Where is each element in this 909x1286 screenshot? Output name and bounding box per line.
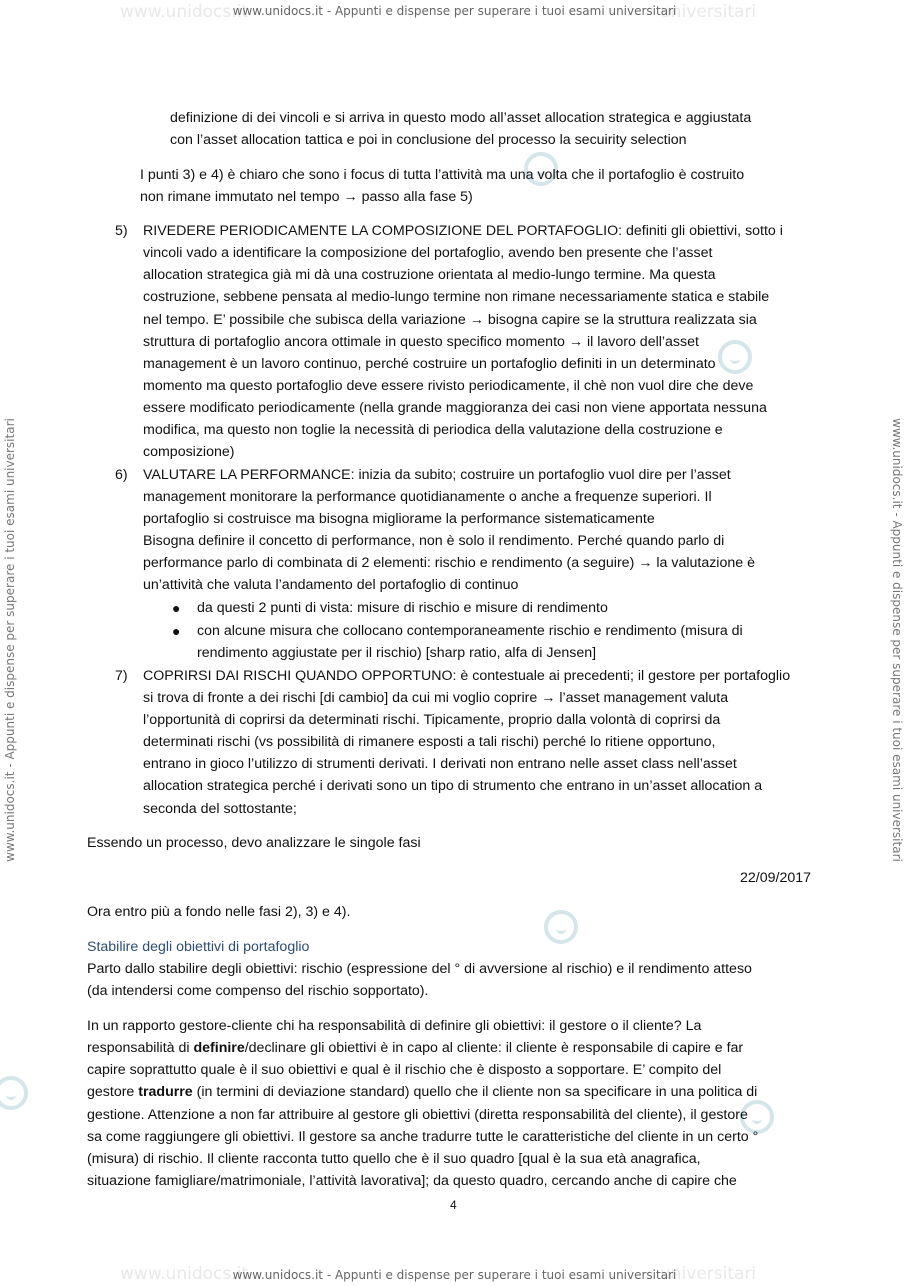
watermark-ghost-top-right: universitari [660, 2, 757, 22]
item5-line: essere modificato periodicamente (nella grande maggioranza dei casi non viene apportata nessuna [143, 400, 767, 416]
watermark-side-right: www.unidocs.it - Appunti e dispense per superare i tuoi esami universitari [890, 418, 904, 862]
item7-line: determinati rischi (vs possibilità di rimanere esposti a tali rischi) perché lo ritiene opportuno, [143, 734, 716, 750]
item6-line: Bisogna definire il concetto di performance, non è solo il rendimento. Perché quando parlo di [143, 533, 725, 549]
rapporto-line: sa come raggiungere gli obiettivi. Il gestore sa anche tradurre tutte le caratteristiche del cliente in un certo ° [87, 1129, 759, 1145]
rapporto-line: (misura) di rischio. Il cliente racconta tutto quello che è il suo quadro [qual è la sua età anagrafica, [87, 1151, 701, 1167]
focus-line: non rimane immutato nel tempo → passo alla fase 5) [140, 189, 473, 205]
item5-line: struttura di portafoglio ancora ottimale in questo specifico momento → il lavoro dell’asset [143, 334, 699, 350]
item6-line: performance parlo di combinata di 2 elementi: rischio e rendimento (a seguire) → la valutazione è [143, 555, 755, 571]
item7-line: si trova di fronte a dei rischi [di cambio] da cui mi voglio coprire → l’asset management valuta [143, 690, 729, 706]
obiettivi-line: (da intendersi come compenso del rischio sopportato). [87, 983, 429, 999]
list-number-7: 7) [115, 668, 128, 684]
item7-line: seconda del sottostante; [143, 801, 297, 817]
item5-line: management è un lavoro continuo, perché costruire un portafoglio definiti in un determinato [143, 356, 716, 372]
watermark-logo-icon [544, 910, 578, 944]
deeper-line: Ora entro più a fondo nelle fasi 2), 3) e 4). [87, 904, 351, 920]
list-number-5: 5) [115, 223, 128, 239]
bullet-icon: ● [172, 600, 181, 616]
item6-line: VALUTARE LA PERFORMANCE: inizia da subito; costruire un portafoglio vuol dire per l’asset [143, 467, 731, 483]
rapporto-line: gestore tradurre (in termini di deviazione standard) quello che il cliente non sa specificare in una politica di [87, 1084, 758, 1100]
watermark-ghost-bottom: www.unidocs.it [120, 1264, 249, 1284]
item5-line: allocation strategica già mi dà una costruzione orientata al medio-lungo termine. Ma questa [143, 267, 716, 283]
list-number-6: 6) [115, 467, 128, 483]
item7-line: entrano in gioco l’utilizzo di strumenti derivati. I derivati non entrano nelle asset class nell’asset [143, 756, 737, 772]
intro-line: definizione di dei vincoli e si arriva in questo modo all’asset allocation strategica e aggiustata [170, 110, 752, 126]
bullet-icon: ● [172, 623, 181, 639]
intro-line: con l’asset allocation tattica e poi in conclusione del processo la secuirity selection [170, 132, 687, 148]
item7-line: l’opportunità di coprirsi da determinati rischi. Tipicamente, proprio dalla volontà di coprirsi da [143, 712, 721, 728]
item7-line: COPRIRSI DAI RISCHI QUANDO OPPORTUNO: è contestuale ai precedenti; il gestore per portafoglio [143, 668, 791, 684]
obiettivi-line: Parto dallo stabilire degli obiettivi: rischio (espressione del ° di avversione al rischio) e il rendimento atteso [87, 961, 752, 977]
rapporto-line: responsabilità di definire/declinare gli obiettivi è in capo al cliente: il cliente è responsabile di capire e far [87, 1040, 744, 1056]
watermark-logo-icon [718, 340, 752, 374]
item5-line: composizione) [143, 444, 235, 460]
item5-line: costruzione, sebbene pensata al medio-lungo termine non rimane necessariamente statica e stabile [143, 289, 770, 305]
process-line: Essendo un processo, devo analizzare le singole fasi [87, 835, 421, 851]
watermark-side-left: www.unidocs.it - Appunti e dispense per superare i tuoi esami universitari [3, 418, 17, 862]
item6-line: portafoglio si costruisce ma bisogna migliorame la performance sistematicamente [143, 511, 655, 527]
watermark-logo-icon [0, 1076, 28, 1110]
item6-line: management monitorare la performance quotidianamente o anche a frequenze superiori. Il [143, 489, 712, 505]
item5-line: RIVEDERE PERIODICAMENTE LA COMPOSIZIONE DEL PORTAFOGLIO: definiti gli obiettivi, sotto i [143, 223, 783, 239]
item5-line: nel tempo. E’ possibile che subisca della variazione → bisogna capire se la struttura realizzata sia [143, 312, 757, 328]
date-label: 22/09/2017 [740, 870, 812, 886]
item7-line: allocation strategica perché i derivati sono un tipo di strumento che entrano in un’asset allocation a [143, 778, 763, 794]
item5-line: momento ma questo portafoglio deve essere rivisto periodicamente, il chè non vuol dire che deve [143, 378, 754, 394]
item5-line: modifica, ma questo non toglie la necessità di periodica della valutazione della costruzione e [143, 422, 723, 438]
focus-line: I punti 3) e 4) è chiaro che sono i focus di tutta l’attività ma una volta che il portafoglio è costruito [140, 167, 745, 183]
item6-line: un’attività che valuta l’andamento del portafoglio di continuo [143, 577, 519, 593]
bullet-line: rendimento aggiustate per il rischio) [sharp ratio, alfa di Jensen] [197, 645, 597, 661]
watermark-footer: www.unidocs.it - Appunti e dispense per superare i tuoi esami universitari [232, 1268, 677, 1282]
section-heading: Stabilire degli obiettivi di portafoglio [87, 939, 310, 955]
bullet-line: da questi 2 punti di vista: misure di rischio e misure di rendimento [197, 600, 608, 616]
watermark-ghost-top: www.unidocs.it [120, 2, 249, 22]
bullet-line: con alcune misura che collocano contemporaneamente rischio e rendimento (misura di [197, 623, 743, 639]
rapporto-line: In un rapporto gestore-cliente chi ha responsabilità di definire gli obiettivi: il gestore o il cliente? La [87, 1018, 702, 1034]
rapporto-line: gestione. Attenzione a non far attribuire al gestore gli obiettivi (diretta responsabilità del cliente), il gestore [87, 1107, 748, 1123]
page-number: 4 [450, 1198, 457, 1212]
watermark-ghost-bottom-right: universitari [660, 1264, 757, 1284]
watermark-header: www.unidocs.it - Appunti e dispense per superare i tuoi esami universitari [232, 4, 677, 18]
rapporto-line: capire soprattutto quale è il suo obiettivi e qual è il rischio che è disposto a sopportare. E’ compito del [87, 1062, 722, 1078]
item5-line: vincoli vado a identificare la composizione del portafoglio, avendo ben presente che l’asset [143, 245, 713, 261]
rapporto-line: situazione famigliare/matrimoniale, l’attività lavorativa]; da questo quadro, cercando anche di capire che [87, 1173, 737, 1189]
